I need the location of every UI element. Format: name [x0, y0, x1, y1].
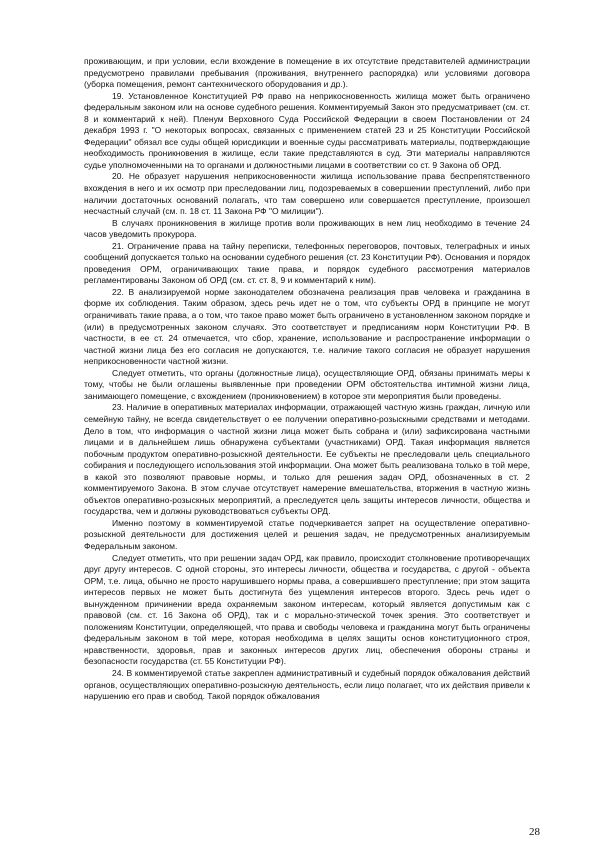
- paragraph-19: 19. Установленное Конституцией РФ право на неприкосновенность жилища может быть ограничено федеральным законом или на основе судебного решения. Комментируемый Закон это предусматривает (см. ст. 8 и комментарий к ней). Пленум Верховного Суда Российской Федерации в своем Постановлении от 24 декабря 1993 г. "О некоторых вопросах, связанных с применением статей 23 и 25 Конституции Российской Федерации" обязал все суды общей юрисдикции и военные суды рассматривать материалы, подтверждающие необходимость проникновения в жилище, если такие представляются в суд. Эти материалы направляются судье уполномоченными на то органами и должностными лицами в соответствии со ст. 9 Закона об ОРД.: [84, 90, 530, 170]
- page-number: 28: [529, 826, 540, 838]
- paragraph-continuation: проживающим, и при условии, если вхождение в помещение в их отсутствие представителей администрации предусмотрено правилами пребывания (проживания, внутреннего распорядка) или условиями договора (уборка помещения, ремонт сантехнического оборудования и др.).: [84, 56, 530, 90]
- paragraph-prosecutor-notice: В случаях проникновения в жилище против воли проживающих в нем лиц необходимо в течение 24 часов уведомить прокурора.: [84, 217, 530, 240]
- paragraph-intimate-life: Следует отметить, что органы (должностные лица), осуществляющие ОРД, обязаны принимать меры к тому, чтобы не были оглашены выявленные при проведении ОРМ обстоятельства интимной жизни лица, занимающего помещение, с вхождением (проникновением) в которое эти мероприятия были проведены.: [84, 367, 530, 401]
- paragraph-23: 23. Наличие в оперативных материалах информации, отражающей частную жизнь граждан, личную или семейную тайну, не всегда свидетельствует о ее получении оперативно-розыскными средствами и методами. Дело в том, что информация о частной жизни лица может быть собрана и (или) зафиксирована частными лицами и в дальнейшем лишь обнаружена субъектами (участниками) ОРД. Такая информация является побочным продуктом оперативно-розыскной деятельности. Ее субъекты не преследовали цель специального собирания и последующего использования этой информации. Она может быть реализована только в той мере, в какой это позволяют правовые нормы, и только для решения задач ОРД, обозначенных в ст. 2 комментируемого Закона. В этом случае отсутствует намерение вмешательства, вторжения в частную жизнь объектов оперативно-розыскных мероприятий, а преследуется цель защиты интересов личности, общества и государства, чем и должны руководствоваться субъекты ОРД.: [84, 402, 530, 517]
- paragraph-20: 20. Не образует нарушения неприкосновенности жилища использование права беспрепятственного вхождения в него и их осмотр при преследовании лиц, подозреваемых в совершении преступлений, либо при наличии достаточных оснований полагать, что там совершено или совершается преступление, произошел несчастный случай (см. п. 18 ст. 11 Закона РФ "О милиции").: [84, 171, 530, 217]
- paragraph-24: 24. В комментируемой статье закреплен административный и судебный порядок обжалования действий органов, осуществляющих оперативно-розыскную деятельность, если лицо полагает, что их действия привели к нарушению его прав и свобод. Такой порядок обжалования: [84, 667, 530, 702]
- paragraph-22: 22. В анализируемой норме законодателем обозначена реализация прав человека и гражданина в форме их соблюдения. Таким образом, здесь речь идет не о том, что субъекты ОРД в принципе не могут ограничивать такие права, а о том, что такое право может быть ограничено в установленном законом порядке и (или) в предусмотренных законом случаях. Это соответствует и предписаниям норм Конституции РФ. В частности, в ее ст. 24 отмечается, что сбор, хранение, использование и распространение информации о частной жизни лица без его согласия не допускаются, т.е. наличие такого согласия не образует нарушения неприкосновенности частной жизни.: [84, 286, 530, 367]
- page-body: [84, 56, 530, 703]
- paragraph-conflict-of-interests: Следует отметить, что при решении задач ОРД, как правило, происходит столкновение противоречащих друг другу интересов. С одной стороны, это интересы личности, общества и государства, с другой - объекта ОРМ, т.е. лица, обычно не просто нарушившего нормы права, а совершившего преступление; при этом защита интересов первых не может быть достигнута без ущемления интересов второго. Здесь речь идет о вынужденном причинении вреда охраняемым законом интересам, который является допустимым как с правовой (см. ст. 16 Закона об ОРД), так и с морально-этической точек зрения. Это соответствует и положениям Конституции, определяющей, что права и свободы человека и гражданина могут быть ограничены федеральным законом в той мере, которая необходима в целях защиты основ конституционного строя, нравственности, здоровья, прав и законных интересов других лиц, обеспечения обороны страны и безопасности государства (ст. 55 Конституции РФ).: [84, 552, 530, 667]
- paragraph-21: 21. Ограничение права на тайну переписки, телефонных переговоров, почтовых, телеграфных и иных сообщений допускается только на основании судебного решения (ст. 23 Конституции РФ). Основания и порядок проведения ОРМ, ограничивающих такие права, и порядок судебного рассмотрения материалов регламентированы Законом об ОРД (см. ст. ст. 8, 9 и комментарий к ним).: [84, 240, 530, 286]
- paragraph-prohibition: Именно поэтому в комментируемой статье подчеркивается запрет на осуществление оперативно-розыскной деятельности для достижения целей и решения задач, не предусмотренных анализируемым Федеральным законом.: [84, 517, 530, 551]
